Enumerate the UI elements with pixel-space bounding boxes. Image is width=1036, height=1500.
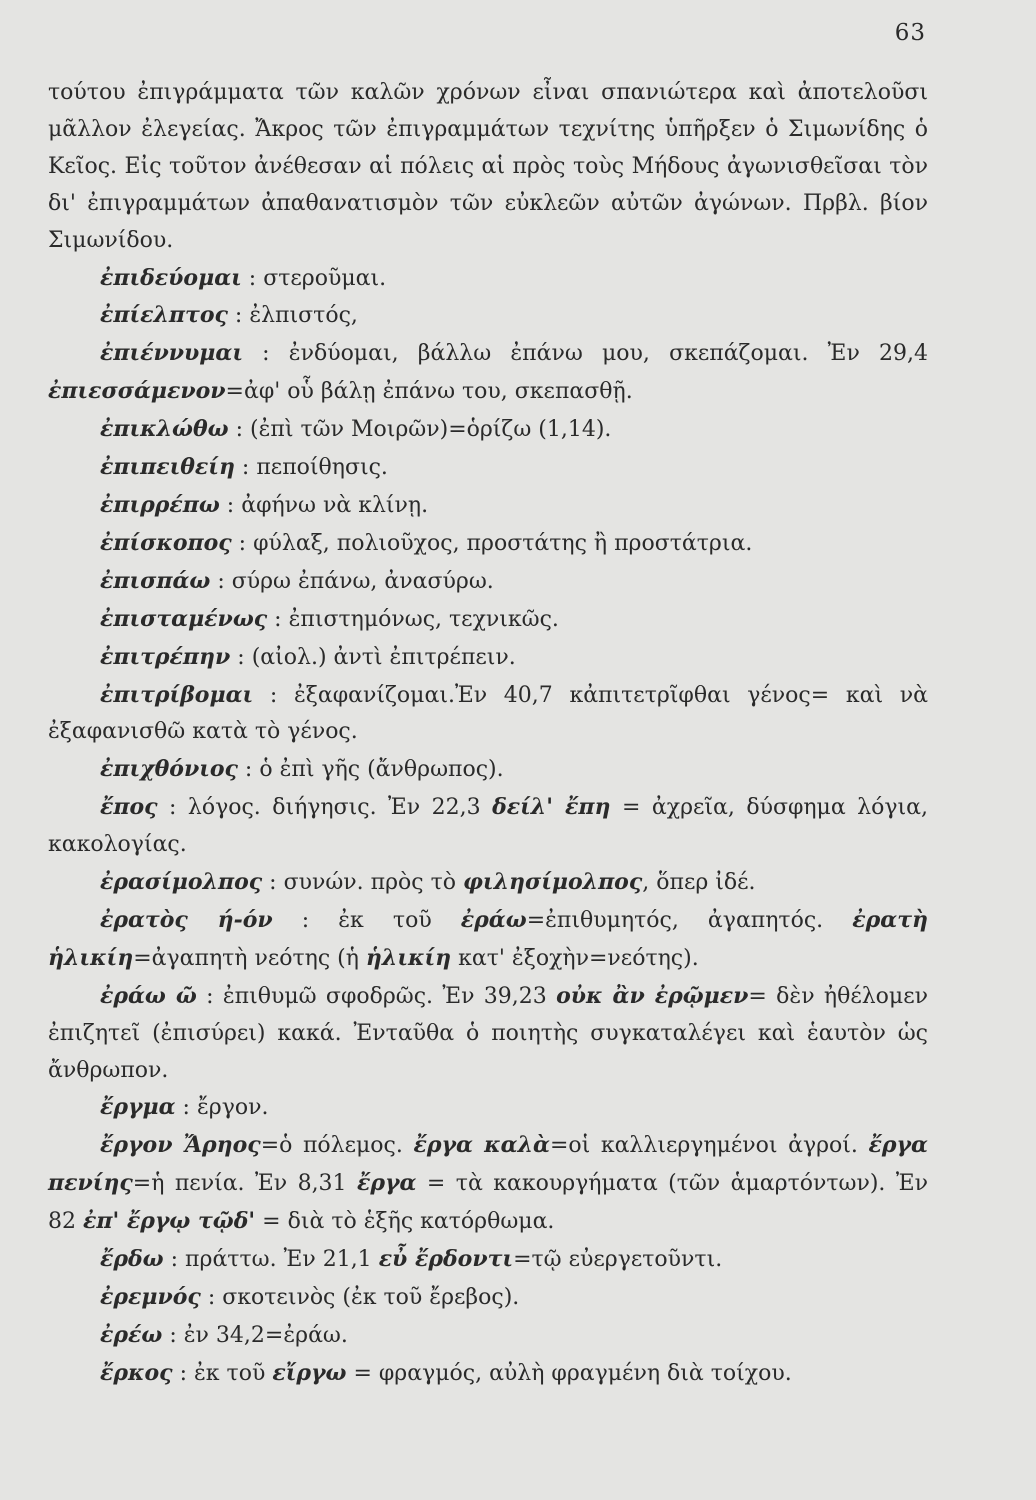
headword: ἐπιτρέπην <box>100 643 231 670</box>
separator: : <box>219 492 242 518</box>
definition-text: πράττω. Ἐν 21,1 <box>185 1247 379 1273</box>
definition-text: ἐνδύομαι, βάλλω ἐπάνω μου, σκεπάζομαι. Ἐν 29,4 <box>288 341 928 367</box>
dictionary-entry <box>48 1127 928 1241</box>
separator: : <box>231 530 254 556</box>
definition-text: = τὰ κακουργήματα (τῶν ἁμαρτόντων). Ἐν 82 <box>48 1171 929 1235</box>
dictionary-entry <box>48 563 928 601</box>
dictionary-entry <box>48 449 928 487</box>
separator: : <box>163 1247 186 1273</box>
cited-term: ἐπ' ἔργῳ τῷδ' <box>83 1208 256 1235</box>
definition-text: λόγος. διήγησις. Ἐν 22,3 <box>187 795 493 821</box>
headword: ἔρκος <box>100 1359 173 1386</box>
dictionary-entry <box>48 1355 928 1393</box>
dictionary-entry <box>48 260 928 298</box>
dictionary-entry <box>48 978 928 1090</box>
separator: : <box>234 455 257 481</box>
cited-term: ἡλικίη <box>365 944 452 971</box>
definition-text: =ἡ πενία. Ἐν 8,31 <box>132 1171 357 1197</box>
headword: ἐρέω <box>100 1321 163 1348</box>
definition-text: φύλαξ, πολιοῦχος, προστάτης ἢ προστάτρια. <box>253 530 753 556</box>
definition-text: ὁ ἐπὶ γῆς (ἄνθρωπος). <box>259 757 504 783</box>
dictionary-entry <box>48 525 928 563</box>
headword: ἐράω ῶ <box>100 982 197 1009</box>
definition-text: =τῷ εὐεργετοῦντι. <box>513 1247 723 1273</box>
cited-term: ἐπιεσσάμενον <box>48 378 226 405</box>
definition-text: ἐπιστημόνως, τεχνικῶς. <box>288 606 559 632</box>
separator: = <box>260 1133 280 1159</box>
cited-term: ἐράω <box>460 906 527 933</box>
headword: ἐρεμνός <box>100 1284 201 1310</box>
dictionary-entry <box>48 487 928 525</box>
definition-text: = φραγμός, αὐλὴ φραγμένη διὰ τοίχου. <box>346 1360 792 1386</box>
cited-term: εὖ ἔρδοντι <box>378 1246 514 1273</box>
headword: ἐπίελπτος <box>100 302 228 329</box>
dictionary-entry <box>48 1317 928 1355</box>
headword: ἔρδω <box>100 1246 164 1273</box>
definition-text: =οἱ καλλιεργημένοι ἀγροί. <box>549 1133 869 1159</box>
headword: ἔργον Ἄρηος <box>100 1132 261 1159</box>
separator: : <box>242 341 289 367</box>
dictionary-entry <box>48 1241 928 1279</box>
dictionary-entry <box>48 789 928 864</box>
headword: ἐπικλώθω <box>100 416 229 443</box>
separator: : <box>253 682 294 708</box>
definition-text: ἐν 34,2=ἐράω. <box>183 1322 348 1348</box>
page-body <box>48 75 928 1393</box>
dictionary-entry <box>48 1089 928 1127</box>
definition-text: , ὅπερ ἰδέ. <box>642 870 756 896</box>
separator: : <box>175 1095 197 1121</box>
definition-text: = ἀχρεῖα, δύσφημα λόγια, κακολογίας. <box>48 795 928 858</box>
definition-text: συνών. πρὸς τὸ <box>283 870 464 896</box>
definition-text: (ἐπὶ τῶν Μοιρῶν)=ὁρίζω (1,14). <box>250 417 612 443</box>
definition-text: (αἰολ.) ἀντὶ ἐπιτρέπειν. <box>251 644 516 670</box>
headword: ἔπος <box>100 794 158 821</box>
headword: ἐρασίμολπος <box>100 869 263 896</box>
separator: : <box>272 907 339 933</box>
headword: ἐπισπάω <box>100 567 211 594</box>
separator: : <box>157 795 188 821</box>
definition-text: ὁ πόλεμος. <box>279 1133 414 1159</box>
separator: : <box>241 265 264 291</box>
dictionary-entry <box>48 335 928 411</box>
headword: ἐπιχθόνιος <box>100 756 238 783</box>
page-number: 63 <box>894 20 926 46</box>
dictionary-entries <box>48 260 928 1393</box>
definition-text: =ἐπιθυμητός, ἀγαπητός. <box>526 907 853 933</box>
headword: ἐρατὸς ή-όν <box>100 906 273 933</box>
cited-term: ἔργα καλὰ <box>413 1132 550 1159</box>
definition-text: =ἀφ' οὗ βάλῃ ἐπάνω του, σκεπασθῇ. <box>225 379 633 405</box>
definition-text: ἐκ τοῦ <box>338 907 461 933</box>
headword: ἐπισταμένως <box>100 605 268 632</box>
separator: : <box>200 1285 223 1310</box>
cited-term: ἔργα <box>357 1170 417 1197</box>
headword: ἔργμα <box>100 1094 176 1121</box>
headword: ἐπιπειθείη <box>100 454 235 481</box>
dictionary-entry <box>48 864 928 902</box>
definition-text: σύρω ἐπάνω, ἀνασύρω. <box>231 568 494 594</box>
headword: ἐπίσκοπος <box>100 529 232 556</box>
separator: : <box>230 644 252 670</box>
definition-text: πεποίθησις. <box>256 455 388 481</box>
definition-text: = διὰ τὸ ἑξῆς κατόρθωμα. <box>255 1209 555 1235</box>
dictionary-entry <box>48 677 928 752</box>
definition-text: κατ' ἐξοχὴν=νεότης). <box>451 945 699 971</box>
dictionary-entry <box>48 751 928 789</box>
definition-text: =ἀγαπητὴ νεότης (ἡ <box>133 945 366 971</box>
separator: : <box>237 757 260 783</box>
cited-term: ἐρατὴ ἡλικίη <box>48 906 928 971</box>
separator: : <box>210 568 232 594</box>
cited-term: φιλησίμολπος <box>463 869 643 896</box>
separator: : <box>262 870 284 896</box>
headword: ἐπιρρέπω <box>100 491 220 518</box>
definition-text: ἐξαφανίζομαι.Ἐν 40,7 κἀπιτετρῖφθαι γένος= καὶ νὰ ἐξαφανισθῶ κατὰ τὸ γένος. <box>48 682 929 745</box>
dictionary-entry <box>48 1279 928 1317</box>
dictionary-entry <box>48 297 928 335</box>
definition-text: ἀφήνω νὰ κλίνῃ. <box>241 492 429 518</box>
definition-text: ἐλπιστός, <box>249 303 358 329</box>
cited-term: δείλ' ἔπη <box>492 794 611 821</box>
dictionary-entry <box>48 411 928 449</box>
separator: : <box>196 983 223 1009</box>
definition-text: στεροῦμαι. <box>263 265 387 291</box>
dictionary-entry <box>48 639 928 677</box>
cited-term: εἴργω <box>272 1359 347 1386</box>
headword: ἐπιτρίβομαι <box>100 681 254 708</box>
intro-paragraph: τούτου ἐπιγράμματα τῶν καλῶν χρόνων εἶναι σπανιώτερα καὶ ἀποτελοῦσι μᾶλλον ἐλεγείας. Ἄκρος τῶν ἐπιγραμμάτων τεχνίτης ὑπῆρξεν ὁ Σιμωνίδης ὁ Κεῖος. Εἰς τοῦτον ἀνέθεσαν αἱ πόλεις αἱ πρὸς τοὺς Μήδους ἀγωνισθεῖσαι τὸν δι' ἐπιγραμμάτων ἀπαθανατισμὸν τῶν εὐκλεῶν αὐτῶν ἀγώνων. Πρβλ. βίον Σιμωνίδου. <box>48 80 928 253</box>
separator: : <box>228 417 251 443</box>
definition-text: σκοτεινὸς (ἐκ τοῦ ἔρεβος). <box>222 1285 520 1310</box>
definition-text: = δὲν ἠθέλομεν ἐπιζητεῖ (ἐπισύρει) κακά. Ἐνταῦθα ὁ ποιητὴς συγκαταλέγει καὶ ἑαυτὸν ὡς ἄνθρωπον. <box>48 983 928 1083</box>
headword: ἐπιέννυμαι <box>100 340 243 367</box>
headword: ἐπιδεύομαι <box>100 264 242 291</box>
separator: : <box>172 1360 194 1386</box>
definition-text: ἐπιθυμῶ σφοδρῶς. Ἐν 39,23 <box>222 983 557 1009</box>
separator: : <box>227 303 250 329</box>
cited-term: οὐκ ἂν ἐρῷμεν <box>556 982 749 1009</box>
cited-term: ἔργα πενίης <box>48 1132 928 1197</box>
dictionary-entry <box>48 601 928 639</box>
separator: : <box>162 1322 184 1348</box>
definition-text: ἐκ τοῦ <box>193 1360 273 1386</box>
definition-text: ἔργον. <box>196 1095 269 1121</box>
separator: : <box>267 606 289 632</box>
dictionary-entry <box>48 902 928 978</box>
